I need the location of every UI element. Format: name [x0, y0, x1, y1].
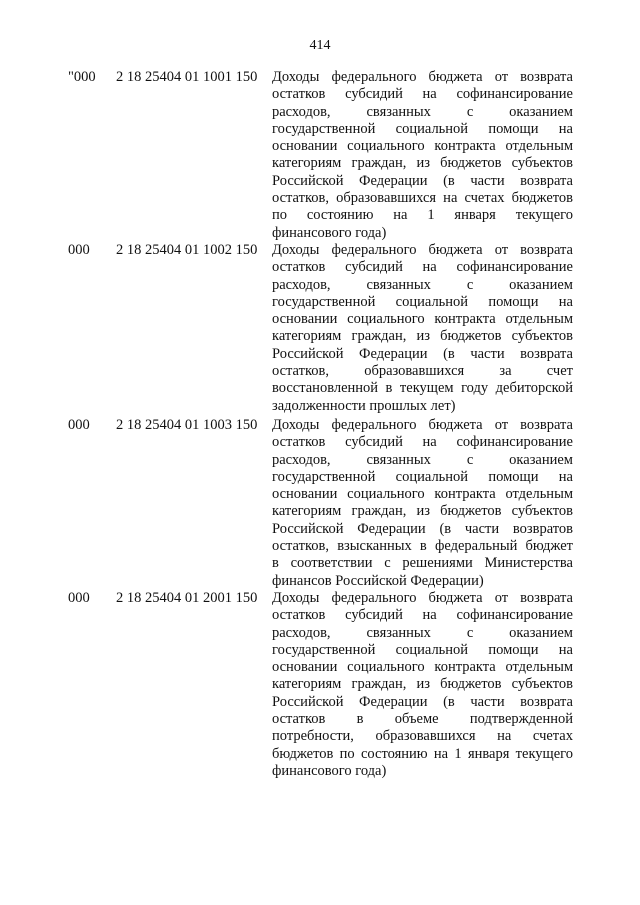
- page-number: 414: [309, 38, 331, 53]
- description-line: финансового года): [272, 762, 387, 779]
- description-line: остатков субсидий на софинансирование: [272, 607, 573, 624]
- description-line: в соответствии с решениями Министерства: [272, 555, 573, 572]
- description-line: потребности, образовавшихся на счетах: [272, 728, 573, 745]
- description-line: задолженности прошлых лет): [272, 397, 456, 414]
- admin-code: 000: [68, 590, 90, 606]
- description-line: основании социального контракта отдельным: [272, 659, 573, 676]
- description-line: государственной социальной помощи на: [272, 641, 573, 658]
- description-line: Российской Федерации (в части возврата: [272, 172, 573, 189]
- description-line: категориям граждан, из бюджетов субъектов: [272, 676, 573, 693]
- description-line: категориям граждан, из бюджетов субъектов: [272, 328, 573, 345]
- description-line: Доходы федерального бюджета от возврата: [272, 590, 573, 606]
- description-line: остатков субсидий на софинансирование: [272, 259, 573, 276]
- entry-description: [272, 417, 573, 590]
- description-line: расходов, связанных с оказанием: [272, 103, 573, 120]
- description-line: по состоянию на 1 января текущего: [272, 207, 573, 224]
- description-line: расходов, связанных с оказанием: [272, 276, 573, 293]
- description-line: расходов, связанных с оказанием: [272, 451, 573, 468]
- description-line: Российской Федерации (в части возврата: [272, 345, 573, 362]
- budget-classification-code: 2 18 25404 01 1002 150: [116, 242, 258, 258]
- description-line: Российской Федерации (в части возвратов: [272, 520, 573, 537]
- admin-code: 000: [68, 417, 90, 433]
- description-line: Доходы федерального бюджета от возврата: [272, 69, 573, 85]
- entry-description: [272, 590, 573, 780]
- description-line: Российской Федерации (в части возврата: [272, 693, 573, 710]
- description-line: Доходы федерального бюджета от возврата: [272, 242, 573, 258]
- description-line: основании социального контракта отдельным: [272, 138, 573, 155]
- description-line: государственной социальной помощи на: [272, 120, 573, 137]
- description-line: финансового года): [272, 224, 387, 241]
- admin-code: 000: [68, 242, 90, 258]
- description-line: остатков субсидий на софинансирование: [272, 86, 573, 103]
- description-line: восстановленной в текущем году дебиторской: [272, 380, 573, 397]
- description-line: остатков, взысканных в федеральный бюджет: [272, 538, 573, 555]
- description-line: остатков, образовавшихся на счетах бюджетов: [272, 190, 573, 207]
- description-line: Доходы федерального бюджета от возврата: [272, 417, 573, 433]
- description-line: расходов, связанных с оказанием: [272, 624, 573, 641]
- description-line: остатков, образовавшихся за счет: [272, 363, 573, 380]
- description-line: финансов Российской Федерации): [272, 572, 484, 589]
- entry-description: [272, 69, 573, 242]
- entry-description: [272, 242, 573, 415]
- admin-code: "000: [68, 69, 96, 85]
- budget-classification-code: 2 18 25404 01 1003 150: [116, 417, 258, 433]
- description-line: государственной социальной помощи на: [272, 293, 573, 310]
- description-line: основании социального контракта отдельным: [272, 486, 573, 503]
- description-line: бюджетов по состоянию на 1 января текущего: [272, 745, 573, 762]
- description-line: категориям граждан, из бюджетов субъектов: [272, 155, 573, 172]
- budget-classification-code: 2 18 25404 01 1001 150: [116, 69, 258, 85]
- description-line: основании социального контракта отдельным: [272, 311, 573, 328]
- budget-classification-code: 2 18 25404 01 2001 150: [116, 590, 258, 606]
- description-line: остатков в объеме подтвержденной: [272, 711, 573, 728]
- description-line: государственной социальной помощи на: [272, 468, 573, 485]
- description-line: остатков субсидий на софинансирование: [272, 434, 573, 451]
- description-line: категориям граждан, из бюджетов субъектов: [272, 503, 573, 520]
